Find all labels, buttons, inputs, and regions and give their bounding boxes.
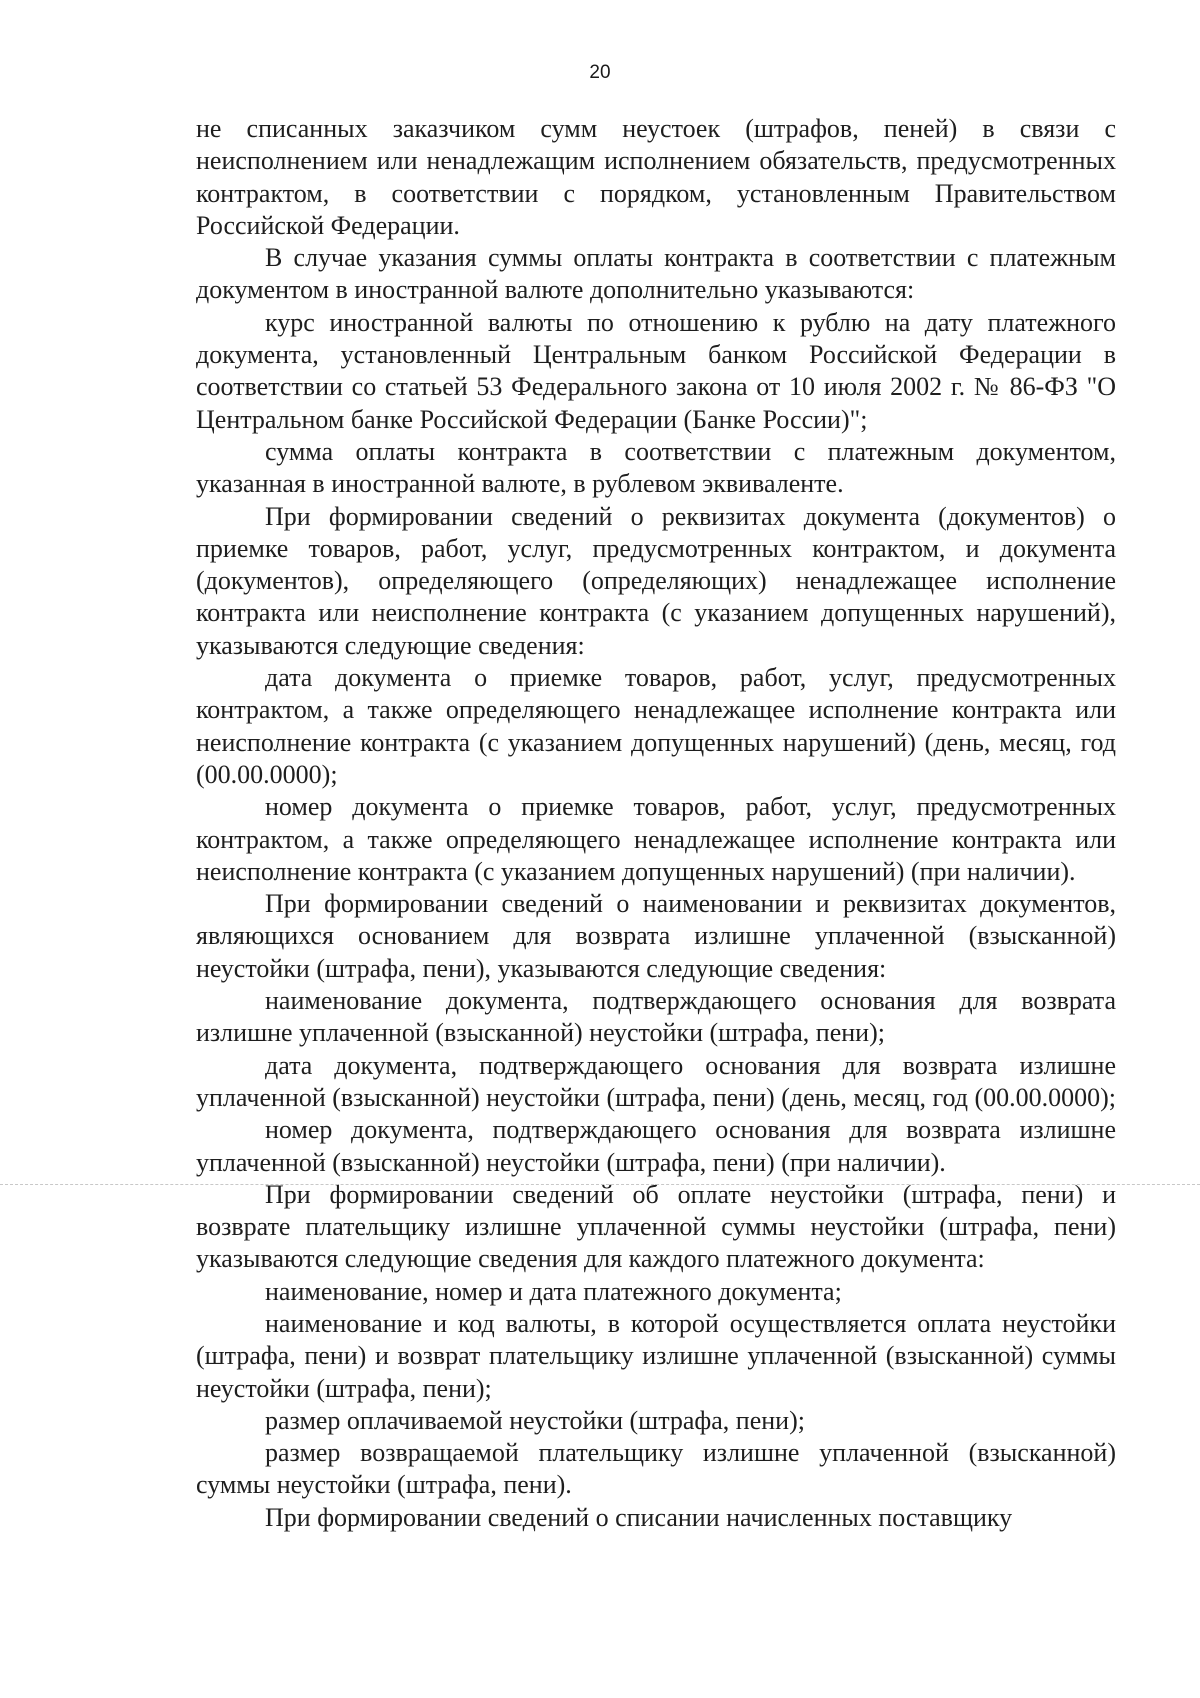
paragraph-penalty-payment-intro: При формировании сведений об оплате неустойки (штрафа, пени) и возврате плательщику излишне уплаченной суммы неустойки (штрафа, пени) указываются следующие сведения для каждого платежного документа: <box>196 1179 1116 1274</box>
paragraph-acceptance-doc-date: дата документа о приемке товаров, работ, услуг, предусмотренных контрактом, а также определяющего ненадлежащее исполнение контракта или неисполнение контракта (с указанием допущенных нарушений) (день, месяц, год (00.00.0000); <box>196 663 1116 789</box>
paragraph-write-off-intro: При формировании сведений о списании начисленных поставщику <box>265 1502 1013 1532</box>
paragraph-acceptance-doc-number: номер документа о приемке товаров, работ, услуг, предусмотренных контрактом, а также определяющего ненадлежащее исполнение контракта или неисполнение контракта (с указанием допущенных нарушений) (при наличии). <box>196 792 1116 886</box>
scan-artifact-line <box>0 1184 1200 1185</box>
paragraph-foreign-currency-intro: В случае указания суммы оплаты контракта в соответствии с платежным документом в иностранной валюте дополнительно указываются: <box>196 243 1116 305</box>
paragraph-refund-amount: размер возвращаемой плательщику излишне уплаченной (взысканной) суммы неустойки (штрафа, пени). <box>196 1438 1116 1500</box>
paragraph-refund-doc-number: номер документа, подтверждающего основания для возврата излишне уплаченной (взысканной) неустойки (штрафа, пени) (при наличии). <box>196 1115 1116 1177</box>
paragraph-ruble-equivalent: сумма оплаты контракта в соответствии с платежным документом, указанная в иностранной валюте, в рублевом эквиваленте. <box>196 436 1116 499</box>
paragraph-refund-doc-name: наименование документа, подтверждающего основания для возврата излишне уплаченной (взысканной) неустойки (штрафа, пени); <box>196 986 1116 1048</box>
paragraph-exchange-rate: курс иностранной валюты по отношению к рублю на дату платежного документа, установленный Центральным банком Российской Федерации в соответствии со статьей 53 Федерального закона от 10 июля 2002 г. № 86-ФЗ "О Центральном банке Российской Федерации (Банке России)"; <box>196 307 1116 434</box>
paragraph-payment-doc-details: наименование, номер и дата платежного документа; <box>265 1276 842 1306</box>
paragraph-currency-name-code: наименование и код валюты, в которой осуществляется оплата неустойки (штрафа, пени) и возврат плательщику излишне уплаченной (взысканной) суммы неустойки (штрафа, пени); <box>196 1308 1116 1403</box>
paragraph-penalty-amount: размер оплачиваемой неустойки (штрафа, пени); <box>265 1405 805 1435</box>
paragraph-continuation: не списанных заказчиком сумм неустоек (штрафов, пеней) в связи с неисполнением или ненадлежащим исполнением обязательств, предусмотренных контрактом, в соответствии с порядком, установленным Правительством Российской Федерации. <box>196 114 1116 240</box>
paragraph-refund-doc-date: дата документа, подтверждающего основания для возврата излишне уплаченной (взысканной) неустойки (штрафа, пени) (день, месяц, год (00.00.0000); <box>196 1050 1116 1112</box>
document-body <box>196 113 1116 1534</box>
page-number: 20 <box>589 62 611 83</box>
paragraph-refund-docs-intro: При формировании сведений о наименовании и реквизитах документов, являющихся основанием для возврата излишне уплаченной (взысканной) неустойки (штрафа, пени), указываются следующие сведения: <box>196 889 1116 983</box>
paragraph-acceptance-docs-intro: При формировании сведений о реквизитах документа (документов) о приемке товаров, работ, услуг, предусмотренных контрактом, и документа (документов), определяющего (определяющих) ненадлежащее исполнение контракта или неисполнение контракта (с указанием допущенных нарушений), указываются следующие сведения: <box>196 501 1116 660</box>
